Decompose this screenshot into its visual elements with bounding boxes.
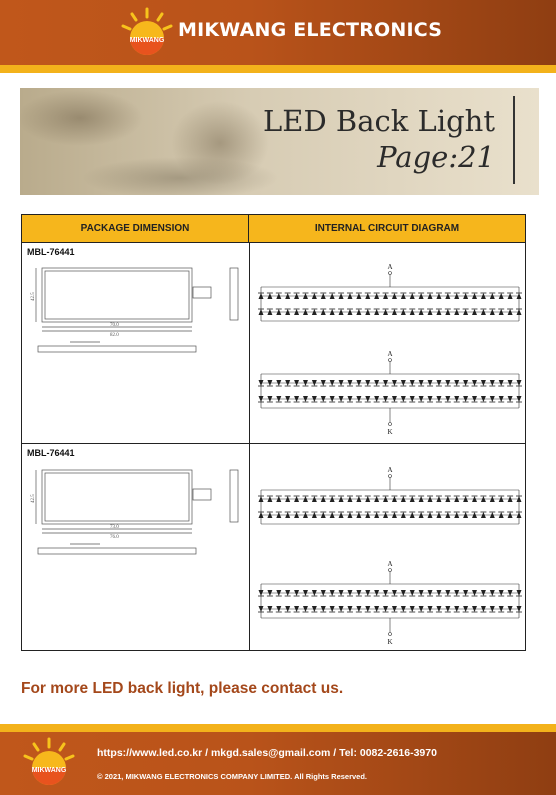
page-header (0, 0, 556, 65)
svg-text:42.5: 42.5 (31, 292, 36, 301)
svg-text:76.0: 76.0 (110, 535, 119, 540)
brand-name: MIKWANG ELECTRONICS (178, 19, 443, 41)
package-drawing (30, 467, 240, 562)
circuit-diagram (255, 259, 525, 439)
circuit-diagram (255, 460, 525, 650)
package-drawing (30, 265, 240, 360)
model-label: MBL-76441 (27, 247, 75, 257)
anode-label: A (387, 466, 393, 474)
row-divider (22, 443, 525, 444)
copyright: © 2021, MIKWANG ELECTRONICS COMPANY LIMITED. All Rights Reserved. (97, 772, 368, 781)
package-dimension-header: PACKAGE DIMENSION (22, 215, 249, 243)
sun-logo-icon (119, 6, 175, 62)
title-banner (20, 88, 539, 195)
anode-label: A (387, 263, 393, 271)
svg-text:82.0: 82.0 (110, 333, 119, 338)
spec-table (21, 214, 526, 651)
circuit-diagram-header: INTERNAL CIRCUIT DIAGRAM (249, 215, 525, 243)
svg-text:73.0: 73.0 (110, 525, 119, 530)
cathode-label: K (387, 638, 393, 646)
banner-divider (513, 96, 515, 184)
page-number: Page:21 (377, 140, 495, 174)
svg-text:MIKWANG: MIKWANG (31, 767, 67, 774)
sun-logo-icon (21, 736, 77, 792)
footer-accent-stripe (0, 724, 556, 732)
anode-label: A (387, 350, 393, 358)
column-divider (249, 243, 250, 650)
svg-text:42.5: 42.5 (31, 494, 36, 503)
header-accent-stripe (0, 65, 556, 73)
model-label: MBL-76441 (27, 448, 75, 458)
page-footer (0, 732, 556, 795)
svg-text:MIKWANG: MIKWANG (129, 37, 165, 44)
cathode-label: K (387, 428, 393, 436)
contact-callout: For more LED back light, please contact us. (21, 680, 344, 697)
banner-title: LED Back Light (263, 104, 495, 138)
contact-links[interactable]: https://www.led.co.kr / mkgd.sales@gmail.com / Tel: 0082-2616-3970 (97, 747, 437, 759)
svg-text:70.0: 70.0 (110, 323, 119, 328)
anode-label: A (387, 560, 393, 568)
